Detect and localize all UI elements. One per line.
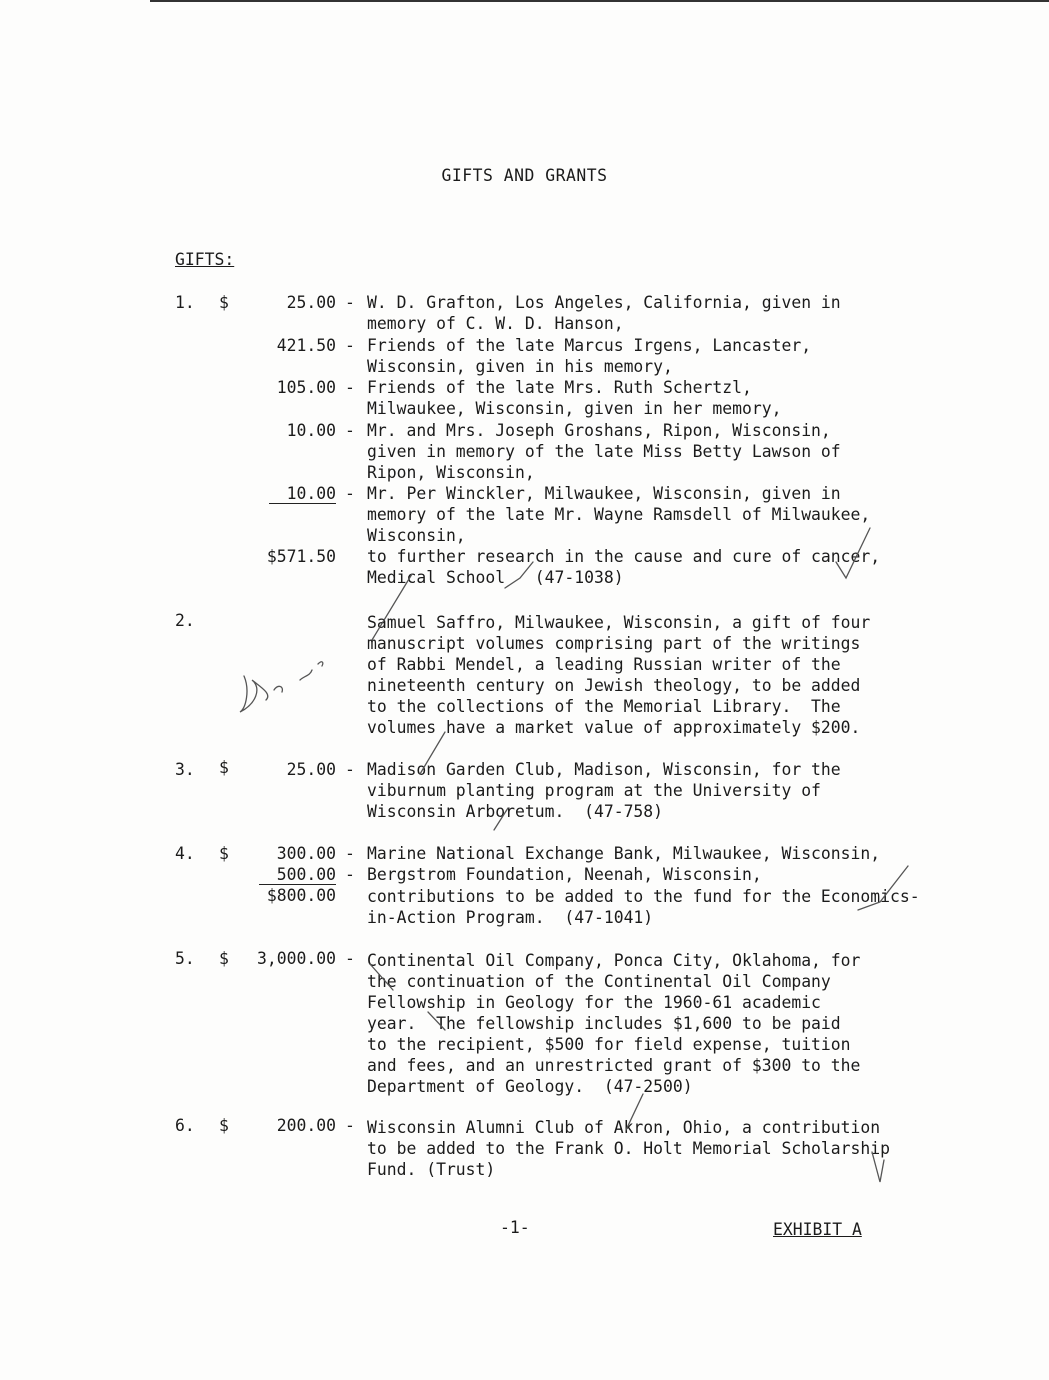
text-line: Friends of the late Mrs. Ruth Schertzl, — [367, 378, 752, 397]
text-line: in-Action Program. (47-1041) — [367, 908, 654, 927]
text-line: Milwaukee, Wisconsin, given in her memory, — [367, 399, 782, 418]
dash: - — [345, 865, 355, 884]
text-line: Bergstrom Foundation, Neenah, Wisconsin, — [367, 865, 762, 884]
text-line: volumes have a market value of approximately $200. — [367, 718, 861, 737]
item-number: 6. — [175, 1116, 195, 1135]
amount: 25.00 — [286, 760, 336, 779]
text-line: Wisconsin Alumni Club of Akron, Ohio, a contribution — [367, 1118, 881, 1137]
amount: 25.00 — [286, 293, 336, 312]
text-line: Wisconsin, given in his memory, — [367, 357, 673, 376]
check-mark-akron — [626, 1094, 643, 1130]
check-mark-continental-2 — [428, 1012, 445, 1030]
handwritten-initial-mark — [240, 662, 323, 712]
text-line: Medical School (47-1038) — [367, 568, 624, 587]
dollar-sign: $ — [219, 949, 229, 968]
amount: 421.50 — [276, 336, 336, 355]
text-line: to further research in the cause and cure of cancer, — [367, 547, 881, 566]
text-line: manuscript volumes comprising part of the writings — [367, 634, 861, 653]
check-mark-saffro — [372, 574, 412, 640]
dash: - — [345, 1116, 355, 1135]
amount: 10.00 — [286, 421, 336, 440]
item-number: 3. — [175, 760, 195, 779]
text-line: Friends of the late Marcus Irgens, Lancaster, — [367, 336, 812, 355]
text-line: Department of Geology. (47-2500) — [367, 1077, 693, 1096]
text-line: of Rabbi Mendel, a leading Russian writer of the — [367, 655, 841, 674]
check-mark-school — [505, 562, 533, 588]
dash: - — [345, 760, 355, 779]
amount: 200.00 — [276, 1116, 336, 1135]
text-line: the continuation of the Continental Oil Company — [367, 972, 831, 991]
item-number: 5. — [175, 949, 195, 968]
dash: - — [345, 421, 355, 440]
check-mark-cancer — [836, 528, 870, 578]
text-line: to be added to the Frank O. Holt Memorial Scholarship — [367, 1139, 891, 1158]
item-number: 1. — [175, 293, 195, 312]
text-line: Fund. (Trust) — [367, 1160, 496, 1179]
text-line: Samuel Saffro, Milwaukee, Wisconsin, a gift of four — [367, 613, 871, 632]
check-mark-madison — [420, 732, 445, 774]
dollar-sign: $ — [219, 758, 229, 777]
page-number: -1- — [500, 1218, 530, 1237]
text-line: memory of the late Mr. Wayne Ramsdell of Milwaukee, — [367, 505, 871, 524]
dash: - — [345, 378, 355, 397]
text-line: W. D. Grafton, Los Angeles, California, given in — [367, 293, 841, 312]
text-line: Continental Oil Company, Ponca City, Oklahoma, for — [367, 951, 861, 970]
dash: - — [345, 336, 355, 355]
text-line: nineteenth century on Jewish theology, to be added — [367, 676, 861, 695]
text-line: Marine National Exchange Bank, Milwaukee, Wisconsin, — [367, 844, 881, 863]
page-title: GIFTS AND GRANTS — [441, 166, 608, 185]
amount: 500.00 — [259, 865, 336, 885]
text-line: Ripon, Wisconsin, — [367, 463, 535, 482]
text-line: Fellowship in Geology for the 1960-61 academic — [367, 993, 821, 1012]
text-line: Mr. and Mrs. Joseph Groshans, Ripon, Wisconsin, — [367, 421, 831, 440]
dollar-sign: $ — [219, 293, 229, 312]
text-line: Mr. Per Winckler, Milwaukee, Wisconsin, given in — [367, 484, 841, 503]
text-line: memory of C. W. D. Hanson, — [367, 314, 624, 333]
text-line: contributions to be added to the fund for the Economics- — [367, 887, 920, 906]
text-line: Madison Garden Club, Madison, Wisconsin, for the — [367, 760, 841, 779]
amount: 105.00 — [276, 378, 336, 397]
check-mark-economics — [858, 866, 908, 910]
text-line: year. The fellowship includes $1,600 to be paid — [367, 1014, 841, 1033]
text-line: and fees, and an unrestricted grant of $300 to the — [367, 1056, 861, 1075]
check-mark-arboretum — [494, 808, 508, 830]
text-line: Wisconsin Arboretum. (47-758) — [367, 802, 664, 821]
dollar-sign: $ — [219, 1116, 229, 1135]
check-mark-scholarship — [872, 1152, 884, 1182]
dollar-sign: $ — [219, 844, 229, 863]
amount: 10.00 — [269, 484, 336, 504]
section-label: GIFTS: — [175, 250, 235, 269]
text-line: given in memory of the late Miss Betty Lawson of — [367, 442, 841, 461]
text-line: to the collections of the Memorial Library. The — [367, 697, 841, 716]
item-number: 4. — [175, 844, 195, 863]
text-line: to the recipient, $500 for field expense, tuition — [367, 1035, 851, 1054]
amount: 3,000.00 — [257, 949, 336, 968]
text-line: viburnum planting program at the University of — [367, 781, 821, 800]
total-amount: $800.00 — [266, 886, 336, 905]
dash: - — [345, 949, 355, 968]
dash: - — [345, 293, 355, 312]
amount: 300.00 — [276, 844, 336, 863]
exhibit-label: EXHIBIT A — [773, 1220, 862, 1239]
total-amount: $571.50 — [266, 547, 336, 566]
dash: - — [345, 484, 355, 503]
check-mark-continental-1 — [370, 964, 393, 990]
item-number: 2. — [175, 611, 195, 630]
text-line: Wisconsin, — [367, 526, 466, 545]
dash: - — [345, 844, 355, 863]
